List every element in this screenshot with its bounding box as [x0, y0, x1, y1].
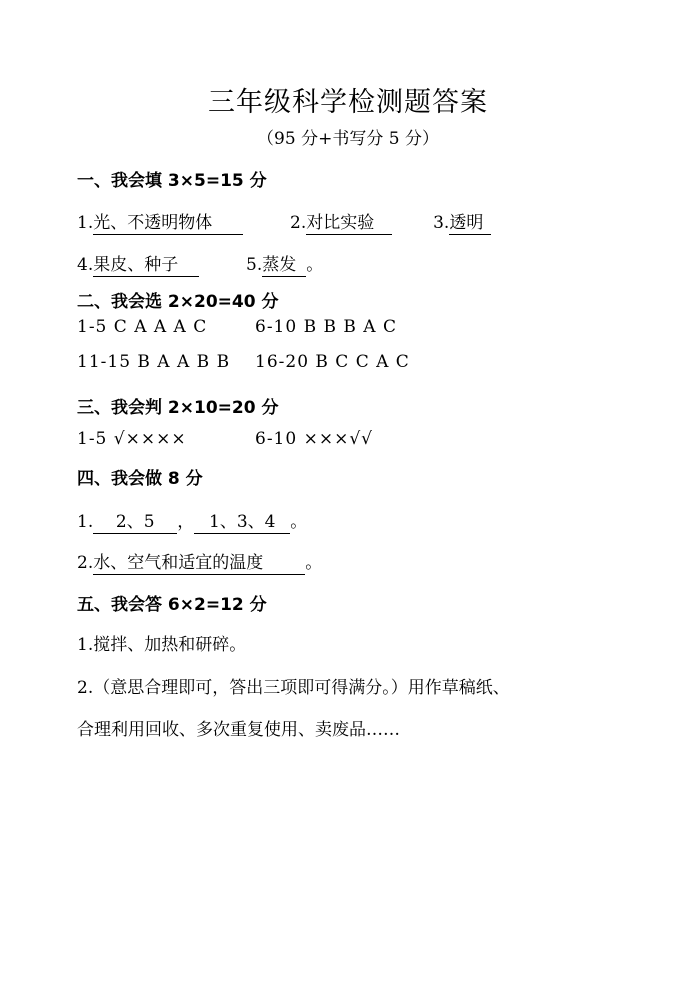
section-2-row-1 [77, 317, 397, 337]
section-1-row-1 [77, 208, 491, 235]
s1-q2-number: 2. [290, 213, 307, 233]
s1-q3-answer: 透明 [449, 208, 491, 235]
s4-q1-end: 。 [290, 512, 308, 532]
section-5-heading: 五、我会答 6×2=12 分 [77, 595, 267, 615]
section-4-row-2 [77, 548, 322, 575]
s4-q1-answer-b: 1、3、4 [194, 507, 290, 534]
section-4-row-1 [77, 507, 307, 534]
s4-q2-number: 2. [77, 553, 94, 573]
s1-q3-number: 3. [433, 213, 450, 233]
section-3-row [77, 429, 373, 449]
s3-part-a: 1-5 √×××× [77, 429, 187, 449]
s2-row2-part-a: 11-15 B A A B B [77, 352, 231, 372]
s1-q1-answer: 光、不透明物体 [93, 208, 243, 235]
s4-q1-answer-a: 2、5 [93, 507, 177, 534]
s3-part-b: 6-10 ×××√√ [255, 429, 373, 449]
s1-q5-answer: 蒸发 [262, 250, 306, 277]
page-title: 三年级科学检测题答案 [208, 87, 488, 118]
s4-q2-answer: 水、空气和适宜的温度 [93, 548, 305, 575]
section-1-row-2 [77, 250, 323, 277]
section-1-heading: 一、我会填 3×5=15 分 [77, 171, 267, 191]
section-5-q2-line-1: 2.（意思合理即可，答出三项即可得满分。）用作草稿纸、 [77, 678, 510, 698]
s2-row2-part-b: 16-20 B C C A C [255, 352, 410, 372]
s1-q2-answer: 对比实验 [306, 208, 392, 235]
s4-q1-number: 1. [77, 512, 94, 532]
s2-row1-part-b: 6-10 B B B A C [255, 317, 397, 337]
section-5-q2-line-2: 合理利用回收、多次重复使用、卖废品…… [77, 720, 400, 740]
s2-row1-part-a: 1-5 C A A A C [77, 317, 208, 337]
s1-q4-number: 4. [77, 255, 94, 275]
s1-q5-number: 5. [246, 255, 263, 275]
s4-q1-separator: ， [177, 512, 195, 532]
section-4-heading: 四、我会做 8 分 [77, 469, 203, 489]
page-subtitle: （95 分+书写分 5 分） [257, 129, 439, 149]
section-2-row-2 [77, 352, 410, 372]
s4-q2-end: 。 [305, 553, 323, 573]
s1-q1-number: 1. [77, 213, 94, 233]
s1-q5-end: 。 [306, 255, 324, 275]
section-5-q1: 1.搅拌、加热和研碎。 [77, 635, 247, 655]
section-2-heading: 二、我会选 2×20=40 分 [77, 292, 279, 312]
s1-q4-answer: 果皮、种子 [93, 250, 199, 277]
section-3-heading: 三、我会判 2×10=20 分 [77, 398, 279, 418]
